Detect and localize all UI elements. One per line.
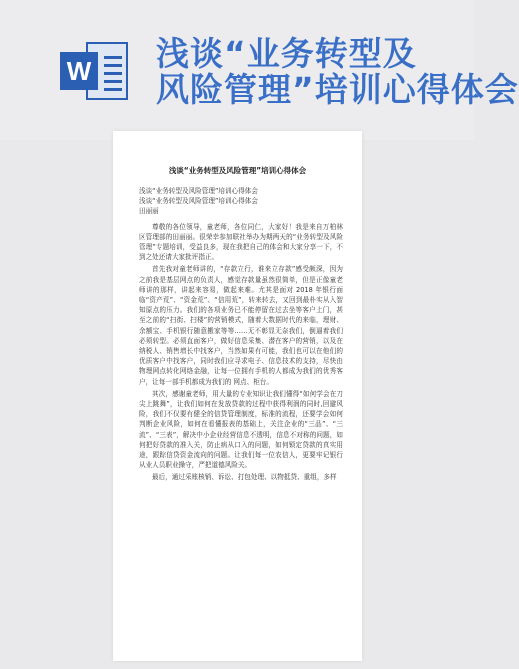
header-line-2: 浅谈“业务转型及风险管理”培训心得体会 xyxy=(139,197,258,206)
word-icon xyxy=(60,40,130,102)
banner-title xyxy=(156,34,519,109)
banner-title-line-2: 风险管理”培训心得体会 xyxy=(156,70,519,109)
paragraph-last: 最后，通过采账核销、诉讼、打包处理、以物抵贷、重组，多样 xyxy=(152,473,337,482)
header-line-1: 浅谈“业务转型及风险管理”培训心得体会 xyxy=(139,187,258,195)
paragraph-first: 首先我对童老师讲的，“存款立行，谁来立存款”感受颇深，因为之前我是基层网点的负责人，感觉存款量虽然很简单，但是正像童老师讲的那样，讲起来容易，做起来难。尤其是面对 2018 年银行面临“资产荒”、“资金荒”、“信用荒”，转来转去，又回到最朴实从入智知原点的压力。我们的各项业务已不能停留在过去坐等客户上门，甚至之前的“扫街、扫楼”的营销模式，随着大数据时代的来临，理财、余额宝、手机银行随意搬家等等……无不彰显无奈我们，倒逼着我们必须转型。必须直面客户，做好信息采集、潜在客户的营销，以及在纳税人、销售增长中找客户，当然如果有可能，我们也可以在他们的优质客户中找客户，同时我们应寻求电子、信息技术的支持，尽快由物理网点转化网络金融，让每一位拥有手机的人都成为我们的优秀客户，让每一部手机都成为我们的 网点、柜台。 xyxy=(139,265,343,386)
document-body xyxy=(139,186,343,483)
banner xyxy=(0,0,519,140)
paragraph-second: 其次，感谢童老师，用大量的专业知识让我们懂得“如何学会在刀尖上跳舞”，让我们如何在发放贷款的过程中获得利润的同时,回避风险，我们不仅要有健全的信贷管理制度，标准的流程，还要学会如何判断企业风险，如何在看懂报表的基础上，关注企业的“三品”、“三流”、“三表”，解决中小企业经营信息不透明，信息不对称的问题，如何把好贷款的准入关，防止病从口入的问题，如何锁定贷款的真实用途，跟踪信贷资金流向的问题。让我们每一位农信人，更要牢记银行从业人员职业操守，严把道德风险关。 xyxy=(139,389,343,470)
banner-title-line-1: 浅谈“业务转型及 xyxy=(156,34,417,73)
word-letter: W xyxy=(60,52,98,90)
document-title: 浅谈“业务转型及风险管理”培训心得体会 xyxy=(168,166,307,175)
paragraph-greeting: 尊敬的各位领导，童老师，各位同仁，大家好！我是来自万柏林区管理部的田丽丽。很荣幸参加联社举办为期两天的“业务转型及风险管理”专题培训，受益良多，现在我把自己的体会和大家分享一下，不到之处还请大家批评指正。 xyxy=(139,222,343,262)
author-name: 田丽丽 xyxy=(139,207,159,216)
document-page xyxy=(113,131,362,661)
